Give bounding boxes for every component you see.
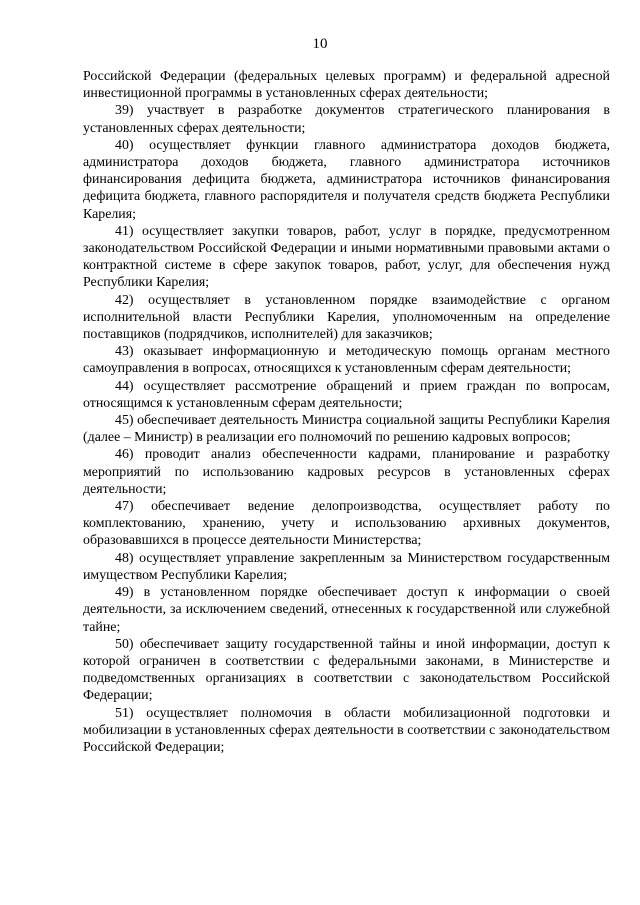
paragraph-item-48: 48) осуществляет управление закрепленным за Министерством государственным имуществом Республики Карелия; xyxy=(83,550,610,583)
paragraph-item-41: 41) осуществляет закупки товаров, работ, услуг в порядке, предусмотренном законодательством Российской Федерации и иными нормативными правовыми актами о контрактной системе в сфере закупок товаров, работ, услуг, для обеспечения нужд Республики Карелия; xyxy=(83,223,610,291)
paragraph-item-46: 46) проводит анализ обеспеченности кадрами, планирование и разработку мероприятий по использованию кадровых ресурсов в установленных сферах деятельности; xyxy=(83,447,610,497)
document-body xyxy=(83,68,610,756)
paragraph-continuation: Российской Федерации (федеральных целевых программ) и федеральной адресной инвестиционной программы в установленных сферах деятельности; xyxy=(83,69,610,102)
paragraph-item-40: 40) осуществляет функции главного администратора доходов бюджета, администратора доходов бюджета, главного администратора источников финансирования дефицита бюджета, администратора источников финансирования дефицита бюджета, главного распорядителя и получателя средств бюджета Республики Карелия; xyxy=(83,137,610,222)
paragraph-item-50: 50) обеспечивает защиту государственной тайны и иной информации, доступ к которой ограничен в соответствии с федеральными законами, в Министерстве и подведомственных организациях в соответствии с законодательством Российской Федерации; xyxy=(83,636,610,704)
paragraph-item-45: 45) обеспечивает деятельность Министра социальной защиты Республики Карелия (далее – Министр) в реализации его полномочий по решению кадровых вопросов; xyxy=(83,413,610,446)
page-number: 10 xyxy=(312,36,328,52)
paragraph-item-43: 43) оказывает информационную и методическую помощь органам местного самоуправления в вопросах, относящихся к установленным сферам деятельности; xyxy=(83,344,610,377)
paragraph-item-42: 42) осуществляет в установленном порядке взаимодействие с органом исполнительной власти Республики Карелия, уполномоченным на определение поставщиков (подрядчиков, исполнителей) для заказчиков; xyxy=(83,292,610,343)
paragraph-item-39: 39) участвует в разработке документов стратегического планирования в установленных сферах деятельности; xyxy=(83,103,610,136)
paragraph-item-51: 51) осуществляет полномочия в области мобилизационной подготовки и мобилизации в установленных сферах деятельности в соответствии с законодательством Российской Федерации; xyxy=(83,705,610,755)
paragraph-item-47: 47) обеспечивает ведение делопроизводства, осуществляет работу по комплектованию, хранению, учету и использованию архивных документов, образовавшихся в процессе деятельности Министерства; xyxy=(83,499,610,549)
paragraph-item-49: 49) в установленном порядке обеспечивает доступ к информации о своей деятельности, за исключением сведений, отнесенных к государственной или служебной тайне; xyxy=(83,585,610,635)
paragraph-item-44: 44) осуществляет рассмотрение обращений и прием граждан по вопросам, относящимся к установленным сферам деятельности; xyxy=(83,378,610,411)
